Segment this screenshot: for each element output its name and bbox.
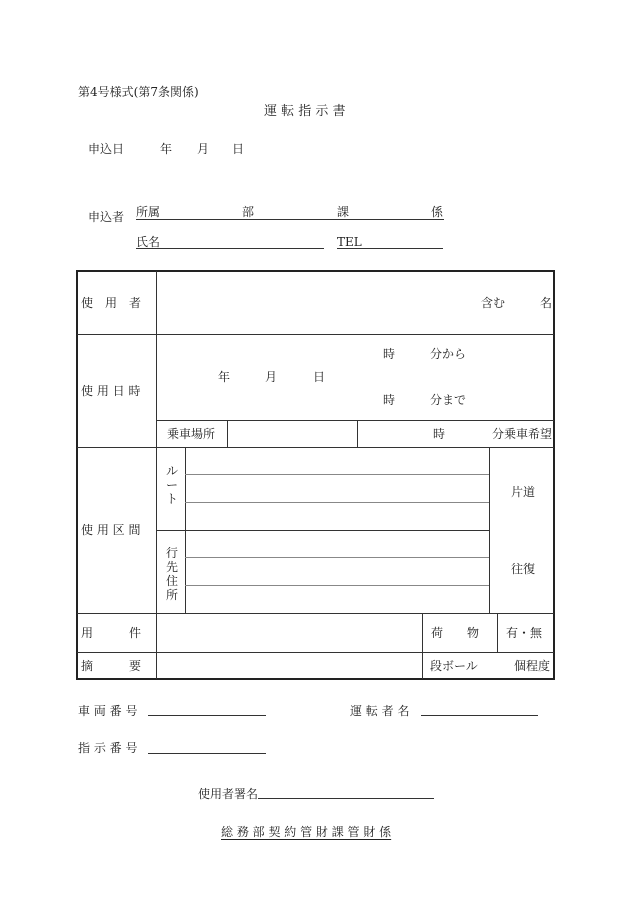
- boarding-request-label: 分乗車希望: [492, 427, 553, 441]
- name-underline: [136, 248, 324, 249]
- affiliation-underline: [136, 219, 444, 220]
- department-name: 総 務 部 契 約 管 財 課 管 財 係: [221, 825, 392, 839]
- instruction-number-label: 指 示 番 号: [78, 741, 138, 755]
- unit-label: 係: [431, 205, 444, 219]
- cargo-choice[interactable]: 有・無: [506, 626, 543, 640]
- page-title: 運 転 指 示 書: [264, 104, 346, 119]
- driver-name-underline: [421, 715, 538, 716]
- end-hour-label: 時: [383, 393, 396, 407]
- instruction-number-underline: [148, 753, 266, 754]
- start-hour-label: 時: [383, 347, 396, 361]
- section-label: 使 用 区 間: [81, 523, 141, 537]
- destination-label: 行先住所: [165, 546, 178, 602]
- tel-label: TEL: [337, 235, 362, 249]
- use-month-label: 月: [265, 370, 278, 384]
- cargo-label: 荷 物: [431, 626, 480, 640]
- boarding-hour-label: 時: [433, 427, 446, 441]
- destination-input[interactable]: [190, 561, 484, 581]
- vehicle-number-label: 車 両 番 号: [78, 704, 138, 718]
- affiliation-label: 所属: [136, 205, 161, 219]
- count-unit-label: 名: [540, 296, 553, 310]
- name-input[interactable]: [162, 233, 320, 247]
- driver-name-label: 運 転 者 名: [350, 704, 410, 718]
- name-label: 氏名: [136, 235, 161, 249]
- use-year-label: 年: [218, 370, 231, 384]
- end-until-label: 分まで: [430, 393, 467, 407]
- form-number: 第4号様式(第7条関係): [78, 85, 199, 99]
- row-divider-3: [77, 613, 554, 614]
- application-month-label: 月: [197, 142, 210, 156]
- boarding-divider-1: [227, 420, 228, 447]
- purpose-divider: [422, 613, 423, 679]
- instruction-number-input[interactable]: [150, 740, 264, 752]
- row-divider-2: [77, 447, 554, 448]
- section-right-divider: [489, 447, 490, 613]
- applicant-label: 申込者: [88, 210, 125, 224]
- vehicle-number-input[interactable]: [150, 702, 264, 714]
- row-divider-boarding: [156, 420, 554, 421]
- route-label: ルート: [165, 464, 178, 506]
- cargo-divider: [497, 613, 498, 652]
- user-signature-underline: [258, 798, 434, 799]
- main-table: [76, 270, 555, 680]
- remarks-label: 摘 要: [81, 659, 142, 673]
- boarding-place-label: 乗車場所: [167, 427, 216, 441]
- round-trip-label: 往復: [511, 562, 536, 576]
- remarks-input[interactable]: [162, 656, 417, 676]
- purpose-input[interactable]: [162, 620, 417, 644]
- one-way-label: 片道: [511, 485, 536, 499]
- application-year-label: 年: [160, 142, 173, 156]
- row-divider-4: [77, 652, 554, 653]
- route-input[interactable]: [190, 478, 484, 498]
- user-signature-input[interactable]: [260, 785, 432, 797]
- including-label: 含む: [481, 296, 506, 310]
- start-from-label: 分から: [430, 347, 467, 361]
- driver-name-input[interactable]: [423, 702, 536, 714]
- row-divider-1: [77, 334, 554, 335]
- tel-input[interactable]: [360, 233, 442, 247]
- boarding-place-input[interactable]: [231, 423, 353, 443]
- route-line-2: [185, 502, 489, 503]
- affiliation-input[interactable]: [162, 204, 238, 218]
- dept-label: 部: [242, 205, 255, 219]
- section-unit-label: 課: [337, 205, 350, 219]
- destination-line-1: [185, 557, 489, 558]
- approx-count-label: 個程度: [514, 659, 551, 673]
- route-line-1: [185, 474, 489, 475]
- label-column-divider: [156, 271, 157, 679]
- destination-line-2: [185, 585, 489, 586]
- vehicle-number-underline: [148, 715, 266, 716]
- purpose-label: 用 件: [81, 626, 142, 640]
- tel-underline: [337, 248, 443, 249]
- user-label: 使 用 者: [81, 296, 142, 310]
- cardboard-label: 段ボール: [430, 659, 478, 673]
- application-date-label: 申込日: [88, 142, 125, 156]
- user-signature-label: 使用者署名: [198, 787, 259, 801]
- application-day-label: 日: [232, 142, 245, 156]
- use-day-label: 日: [313, 370, 326, 384]
- route-destination-divider: [156, 530, 489, 531]
- user-input[interactable]: [162, 290, 462, 314]
- boarding-divider-2: [357, 420, 358, 447]
- datetime-label: 使 用 日 時: [81, 384, 141, 398]
